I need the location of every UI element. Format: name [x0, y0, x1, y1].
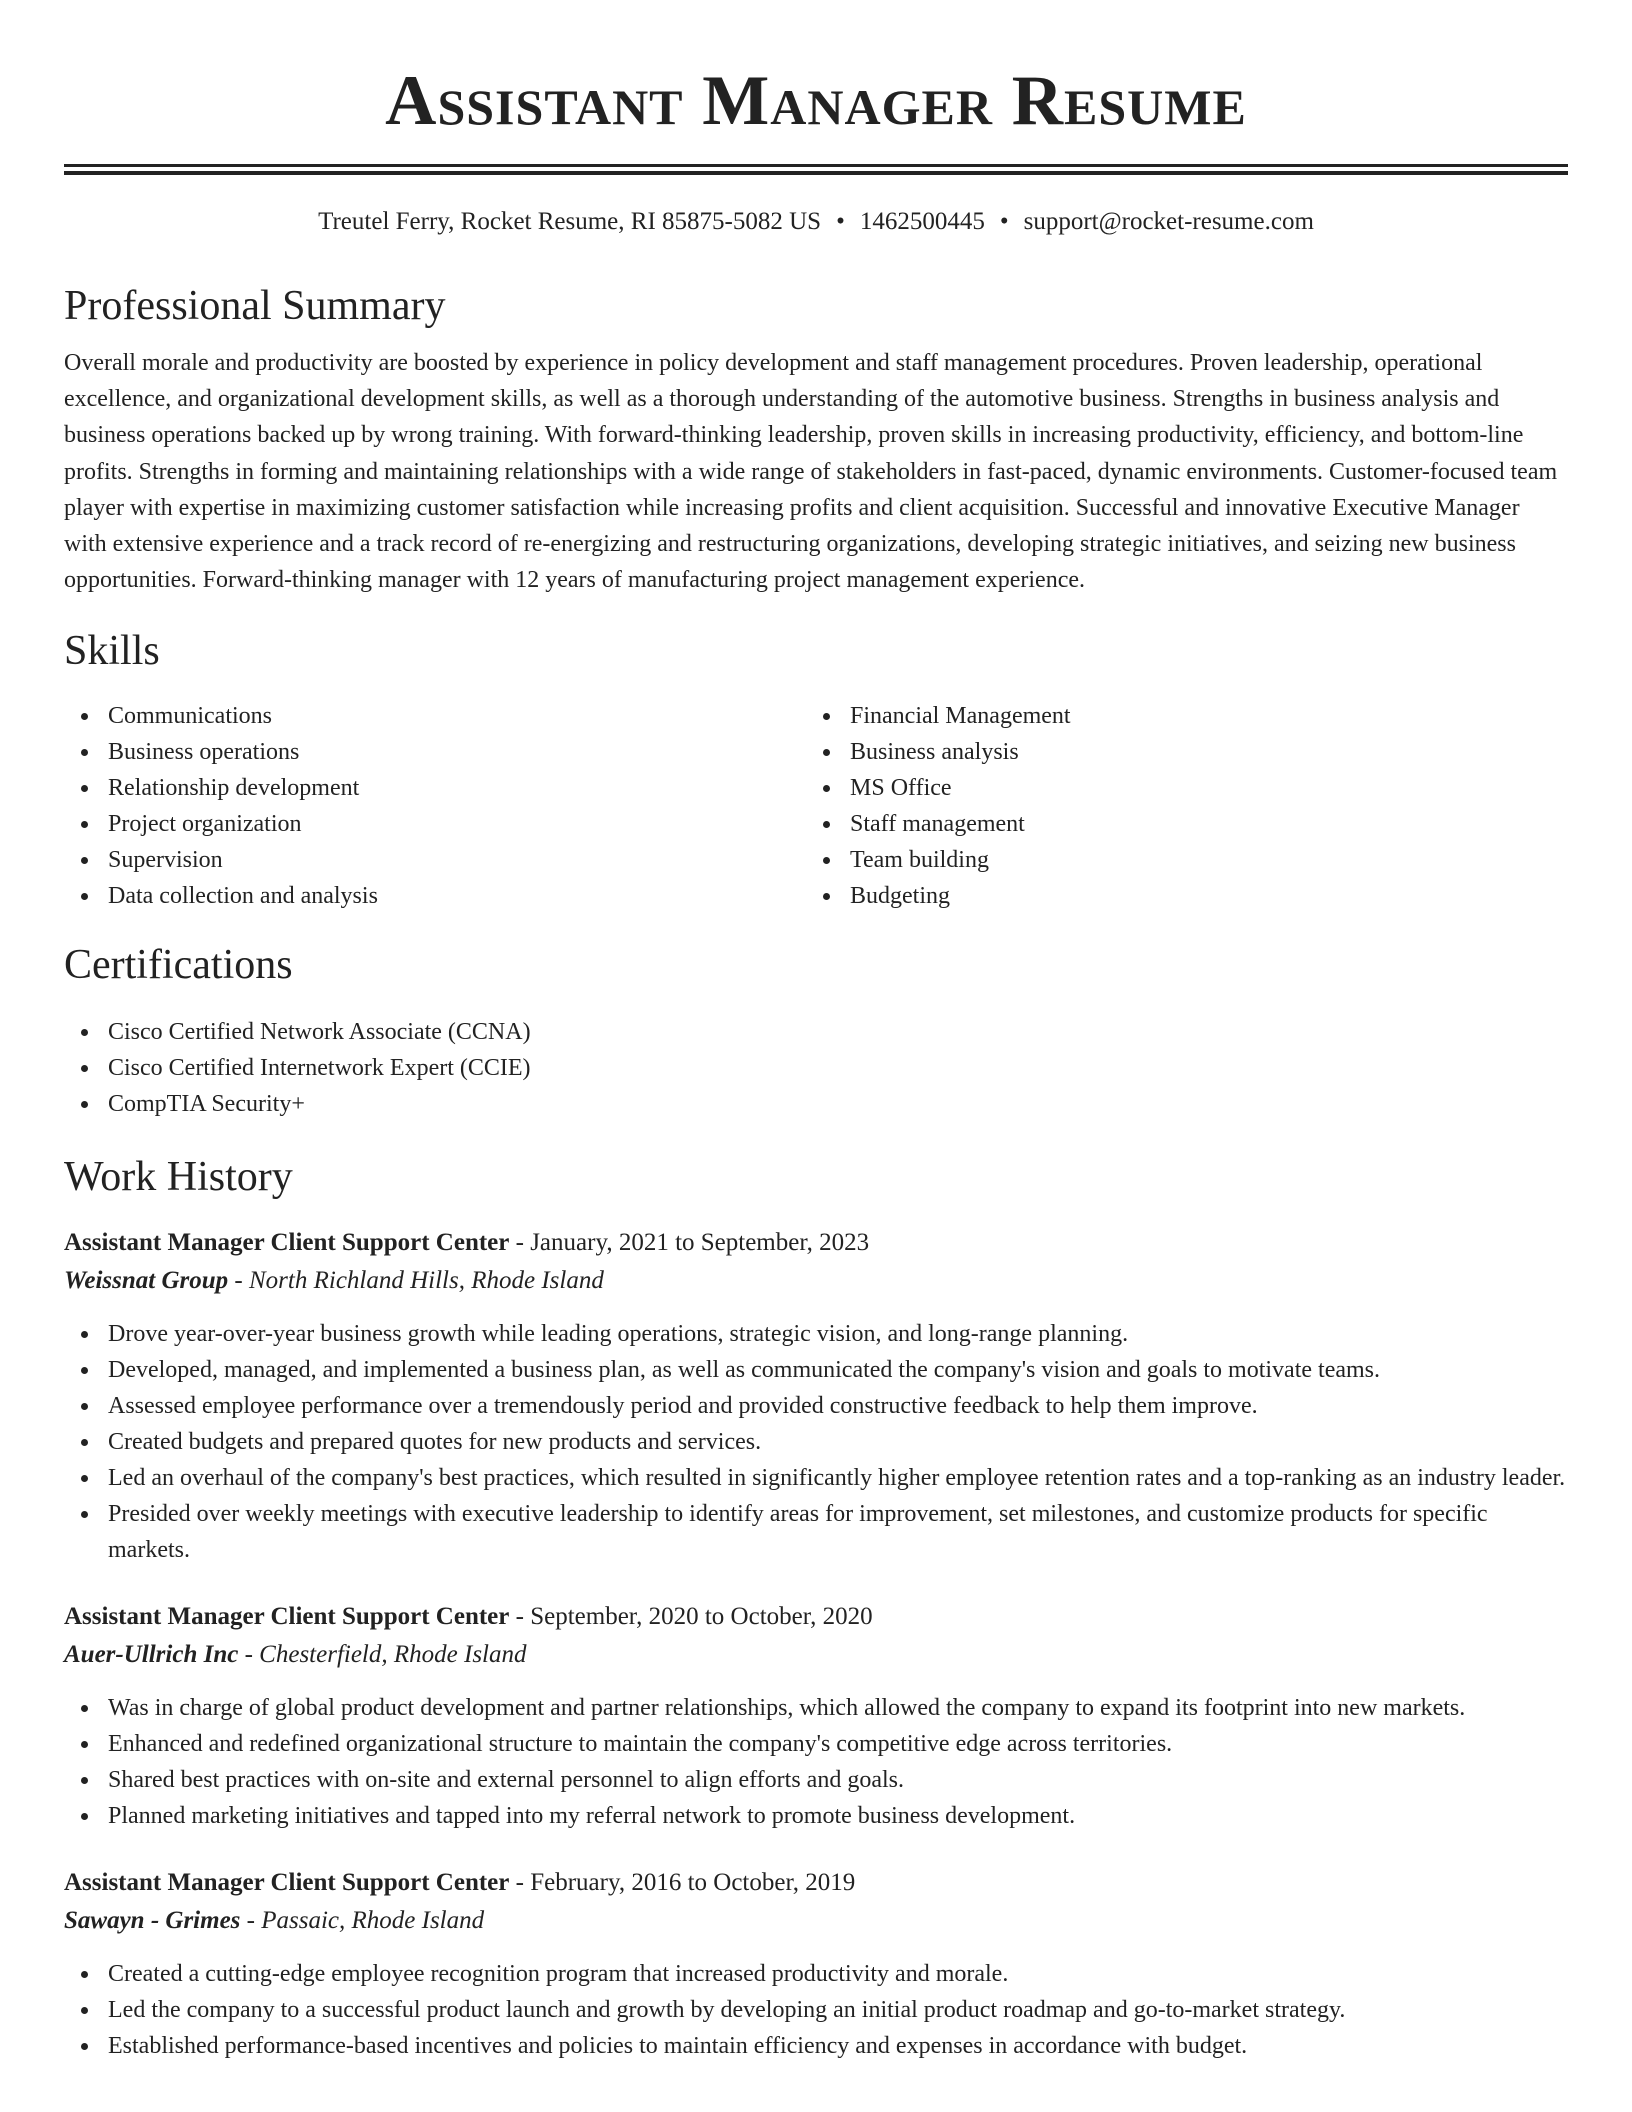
summary-heading: Professional Summary — [64, 283, 446, 329]
job-company: Sawayn - Grimes — [64, 1907, 241, 1935]
contact-address: Treutel Ferry, Rocket Resume, RI 85875-5082 US — [318, 208, 822, 235]
job-duty: Led the company to a successful product launch and growth by developing an initial product roadmap and go-to-market strategy. — [64, 1992, 1568, 2028]
job-duties-list — [64, 1956, 1568, 2064]
skill-item: Staff management — [806, 806, 1548, 842]
certification-item: CompTIA Security+ — [64, 1086, 1568, 1122]
job-title-line — [64, 1224, 1568, 1262]
skill-item: Team building — [806, 842, 1548, 878]
job-title-line — [64, 1864, 1568, 1902]
skill-item: Financial Management — [806, 698, 1548, 734]
job-duty: Enhanced and redefined organizational structure to maintain the company's competitive edge across territories. — [64, 1726, 1568, 1762]
skill-item: Project organization — [64, 806, 806, 842]
contact-separator: • — [999, 208, 1009, 235]
job-company-line — [64, 1636, 1568, 1674]
job-duty: Created a cutting-edge employee recognition program that increased productivity and morale. — [64, 1956, 1568, 1992]
job-duty: Drove year-over-year business growth while leading operations, strategic vision, and long-range planning. — [64, 1316, 1568, 1352]
resume-title: Assistant Manager Resume — [385, 62, 1247, 140]
skill-item: Business analysis — [806, 734, 1548, 770]
job-duty: Was in charge of global product development and partner relationships, which allowed the company to expand its footprint into new markets. — [64, 1690, 1568, 1726]
job-duty: Planned marketing initiatives and tapped into my referral network to promote business development. — [64, 1798, 1568, 1834]
job-location: - Passaic, Rhode Island — [240, 1907, 485, 1935]
job-duty: Developed, managed, and implemented a business plan, as well as communicated the company's vision and goals to motivate teams. — [64, 1352, 1568, 1388]
certification-item: Cisco Certified Internetwork Expert (CCIE) — [64, 1050, 1568, 1086]
job-role: Assistant Manager Client Support Center — [64, 1229, 510, 1257]
job-duties-list — [64, 1690, 1568, 1834]
job-duty: Presided over weekly meetings with executive leadership to identify areas for improvement, set milestones, and customize products for specific markets. — [64, 1496, 1568, 1568]
job-dates: - September, 2020 to October, 2020 — [509, 1603, 873, 1631]
job-title-line — [64, 1598, 1568, 1636]
job-dates: - January, 2021 to September, 2023 — [509, 1229, 870, 1257]
certification-item: Cisco Certified Network Associate (CCNA) — [64, 1014, 1568, 1050]
contact-phone: 1462500445 — [859, 208, 985, 235]
summary-text: Overall morale and productivity are boosted by experience in policy development and staff management procedures. Proven leadership, operational excellence, and organizational development skills, as well as a thorough understanding of the automotive business. Strengths in business analysis and business operations backed up by wrong training. With forward-thinking leadership, proven skills in increasing productivity, efficiency, and bottom-line profits. Strengths in forming and maintaining relationships with a wide range of stakeholders in fast-paced, dynamic environments. Customer-focused team player with expertise in maximizing customer satisfaction while increasing profits and client acquisition. Successful and innovative Executive Manager with extensive experience and a track record of re-energizing and restructuring organizations, developing strategic initiatives, and seizing new business opportunities. Forward-thinking manager with 12 years of manufacturing project management experience. — [64, 350, 1558, 594]
job-duty: Led an overhaul of the company's best practices, which resulted in significantly higher employee retention rates and a top-ranking as an industry leader. — [64, 1460, 1568, 1496]
skills-list-left — [64, 698, 806, 914]
job-dates: - February, 2016 to October, 2019 — [509, 1869, 856, 1897]
job-duties-list — [64, 1316, 1568, 1568]
skills-column-right — [806, 698, 1548, 914]
job-duty: Assessed employee performance over a tremendously period and provided constructive feedback to help them improve. — [64, 1388, 1568, 1424]
certifications-heading: Certifications — [64, 942, 293, 989]
job-company-line — [64, 1262, 1568, 1300]
job-company: Auer-Ullrich Inc — [64, 1641, 239, 1669]
skill-item: Relationship development — [64, 770, 806, 806]
job-duty: Established performance-based incentives and policies to maintain efficiency and expenses in accordance with budget. — [64, 2028, 1568, 2064]
job-duty: Shared best practices with on-site and external personnel to align efforts and goals. — [64, 1762, 1568, 1798]
skills-grid — [64, 698, 1568, 914]
job-entry — [64, 1864, 1568, 2064]
skills-heading: Skills — [64, 628, 160, 675]
job-role: Assistant Manager Client Support Center — [64, 1869, 510, 1897]
job-location: - North Richland Hills, Rhode Island — [228, 1267, 604, 1295]
job-duty: Created budgets and prepared quotes for new products and services. — [64, 1424, 1568, 1460]
job-role: Assistant Manager Client Support Center — [64, 1603, 510, 1631]
skill-item: Budgeting — [806, 878, 1548, 914]
job-company: Weissnat Group — [64, 1267, 229, 1295]
job-company-line — [64, 1902, 1568, 1940]
contact-separator: • — [836, 208, 845, 235]
skills-column-left — [64, 698, 806, 914]
skill-item: Communications — [64, 698, 806, 734]
title-divider — [64, 164, 1568, 175]
work-history-heading: Work History — [64, 1154, 293, 1201]
contact-line — [64, 205, 1568, 239]
skills-list-right — [806, 698, 1548, 914]
job-entry — [64, 1598, 1568, 1834]
skill-item: MS Office — [806, 770, 1548, 806]
skill-item: Business operations — [64, 734, 806, 770]
skill-item: Data collection and analysis — [64, 878, 806, 914]
skill-item: Supervision — [64, 842, 806, 878]
contact-email: support@rocket-resume.com — [1023, 208, 1314, 235]
job-entry — [64, 1224, 1568, 1568]
job-location: - Chesterfield, Rhode Island — [238, 1641, 527, 1669]
certifications-list — [64, 1014, 1568, 1122]
